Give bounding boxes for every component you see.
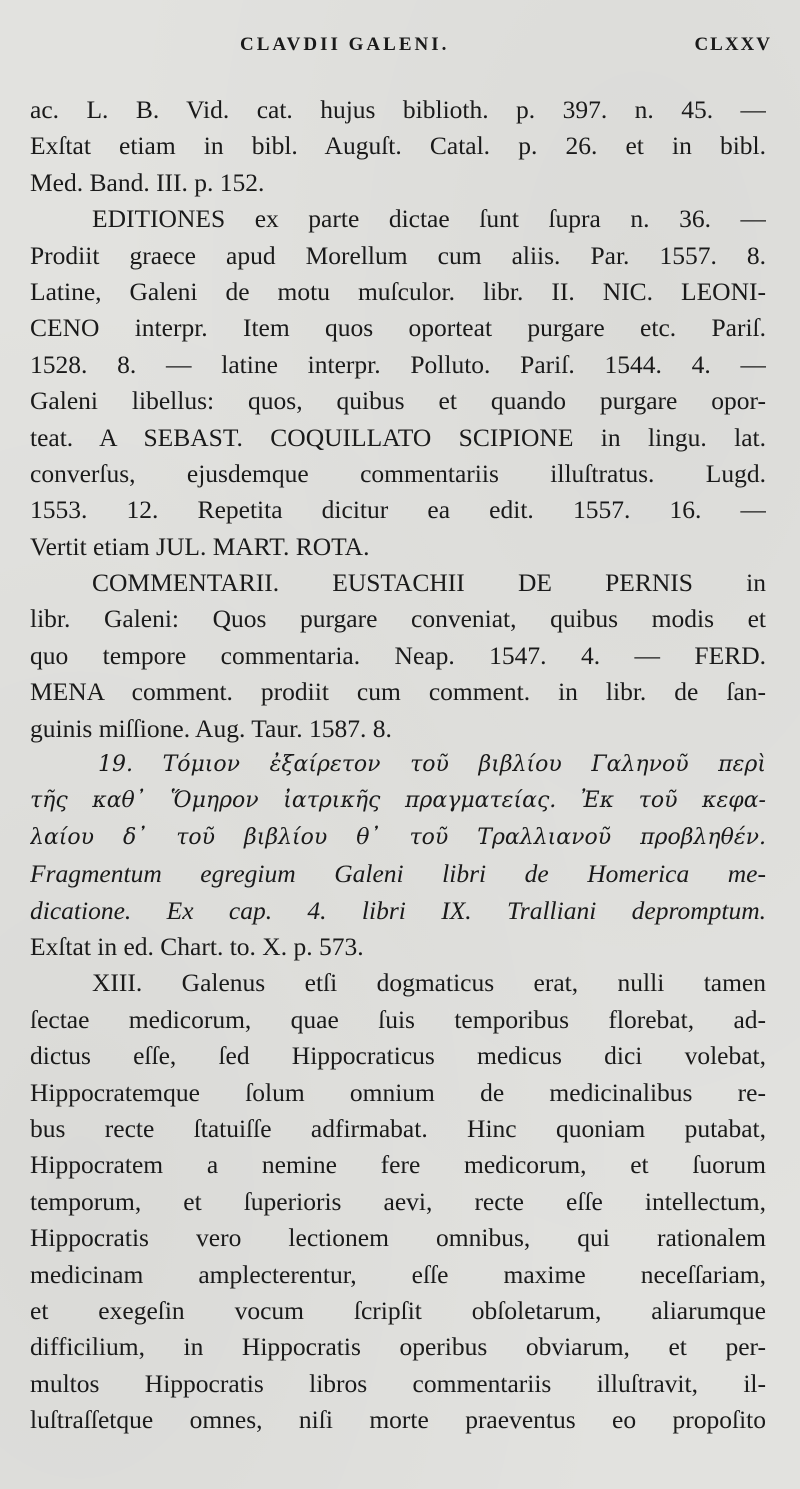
- section-heading-commentarii: COMMENTARII. EUSTACHII DE PERNIS in: [92, 568, 766, 598]
- text-line: Hippocratis vero lectionem omnibus, qui rationalem: [30, 1223, 766, 1253]
- text-line: et exegeſin vocum ſcripſit obſoletarum, aliarumque: [30, 1295, 766, 1325]
- text-line: dictus eſſe, ſed Hippocraticus medicus dici volebat,: [30, 1041, 766, 1071]
- running-head: [30, 34, 772, 64]
- text-line: converſus, ejusdemque commentariis illuſtratus. Lugd.: [30, 458, 766, 488]
- text-line: Prodiit graece apud Morellum cum aliis. Par. 1557. 8.: [30, 240, 766, 270]
- section-heading-editiones: EDITIONES ex parte dictae ſunt ſupra n. 36. —: [92, 204, 766, 234]
- text-line: ac. L. B. Vid. cat. hujus biblioth. p. 397. n. 45. —: [30, 95, 766, 124]
- latin-title-line: Fragmentum egregium Galeni libri de Homerica me-: [30, 859, 766, 889]
- text-line: medicinam amplecterentur, eſſe maxime neceſſariam,: [30, 1259, 766, 1289]
- greek-title-line: τῆς καθ᾽ Ὅμηρον ἰατρικῆς πραγματείας. Ἐκ τοῦ κεφα-: [30, 788, 766, 814]
- text-line: 1528. 8. — latine interpr. Polluto. Pariſ. 1544. 4. —: [30, 349, 766, 379]
- greek-title-line: 19. Τόμιον ἐξαίρετον τοῦ βιβλίου Γαληνοῦ περὶ: [98, 752, 766, 778]
- running-title: CLAVDII GALENI.: [240, 34, 450, 55]
- text-line: 1553. 12. Repetita dicitur ea edit. 1557. 16. —: [30, 495, 766, 525]
- text-line: difficilium, in Hippocratis operibus obviarum, et per-: [30, 1332, 766, 1362]
- page-number: CLXXV: [694, 34, 772, 55]
- text-line: temporum, et ſuperioris aevi, recte eſſe intellectum,: [30, 1186, 766, 1216]
- latin-title-line: dicatione. Ex cap. 4. libri IX. Tralliani depromptum.: [30, 895, 766, 925]
- text-line: Vertit etiam JUL. MART. ROTA.: [30, 531, 370, 561]
- text-line: ſectae medicorum, quae ſuis temporibus florebat, ad-: [30, 1004, 766, 1034]
- section-heading-xiii: XIII. Galenus etſi dogmaticus erat, nulli tamen: [92, 968, 766, 998]
- text-line: Hippocratemque ſolum omnium de medicinalibus re-: [30, 1077, 766, 1107]
- text-line: Galeni libellus: quos, quibus et quando purgare opor-: [30, 386, 766, 416]
- text-line: Hippocratem a nemine fere medicorum, et ſuorum: [30, 1150, 766, 1180]
- text-line: quo tempore commentaria. Neap. 1547. 4. — FERD.: [30, 640, 766, 670]
- text-line: teat. A SEBAST. COQUILLATO SCIPIONE in lingu. lat.: [30, 422, 766, 452]
- text-line: guinis miſſione. Aug. Taur. 1587. 8.: [30, 713, 392, 743]
- text-line: multos Hippocratis libros commentariis illuſtravit, il-: [30, 1368, 766, 1398]
- text-line: bus recte ſtatuiſſe adfirmabat. Hinc quoniam putabat,: [30, 1113, 766, 1143]
- text-line: Exſtat in ed. Chart. to. X. p. 573.: [30, 931, 364, 961]
- text-line: MENA comment. prodiit cum comment. in libr. de ſan-: [30, 677, 766, 707]
- text-line: CENO interpr. Item quos oporteat purgare etc. Pariſ.: [30, 313, 766, 343]
- text-line: libr. Galeni: Quos purgare conveniat, quibus modis et: [30, 604, 766, 634]
- text-line: Latine, Galeni de motu muſculor. libr. II. NIC. LEONI-: [30, 276, 766, 306]
- text-line: luſtraſſetque omnes, niſi morte praeventus eo propoſito: [30, 1405, 766, 1435]
- greek-title-line: λαίου δ᾽ τοῦ βιβλίου θ᾽ τοῦ Τραλλιανοῦ προβληθέν.: [30, 824, 766, 850]
- body-text: [30, 92, 766, 1438]
- text-line: Exſtat etiam in bibl. Auguſt. Catal. p. 26. et in bibl.: [30, 131, 766, 161]
- text-line: Med. Band. III. p. 152.: [30, 167, 265, 197]
